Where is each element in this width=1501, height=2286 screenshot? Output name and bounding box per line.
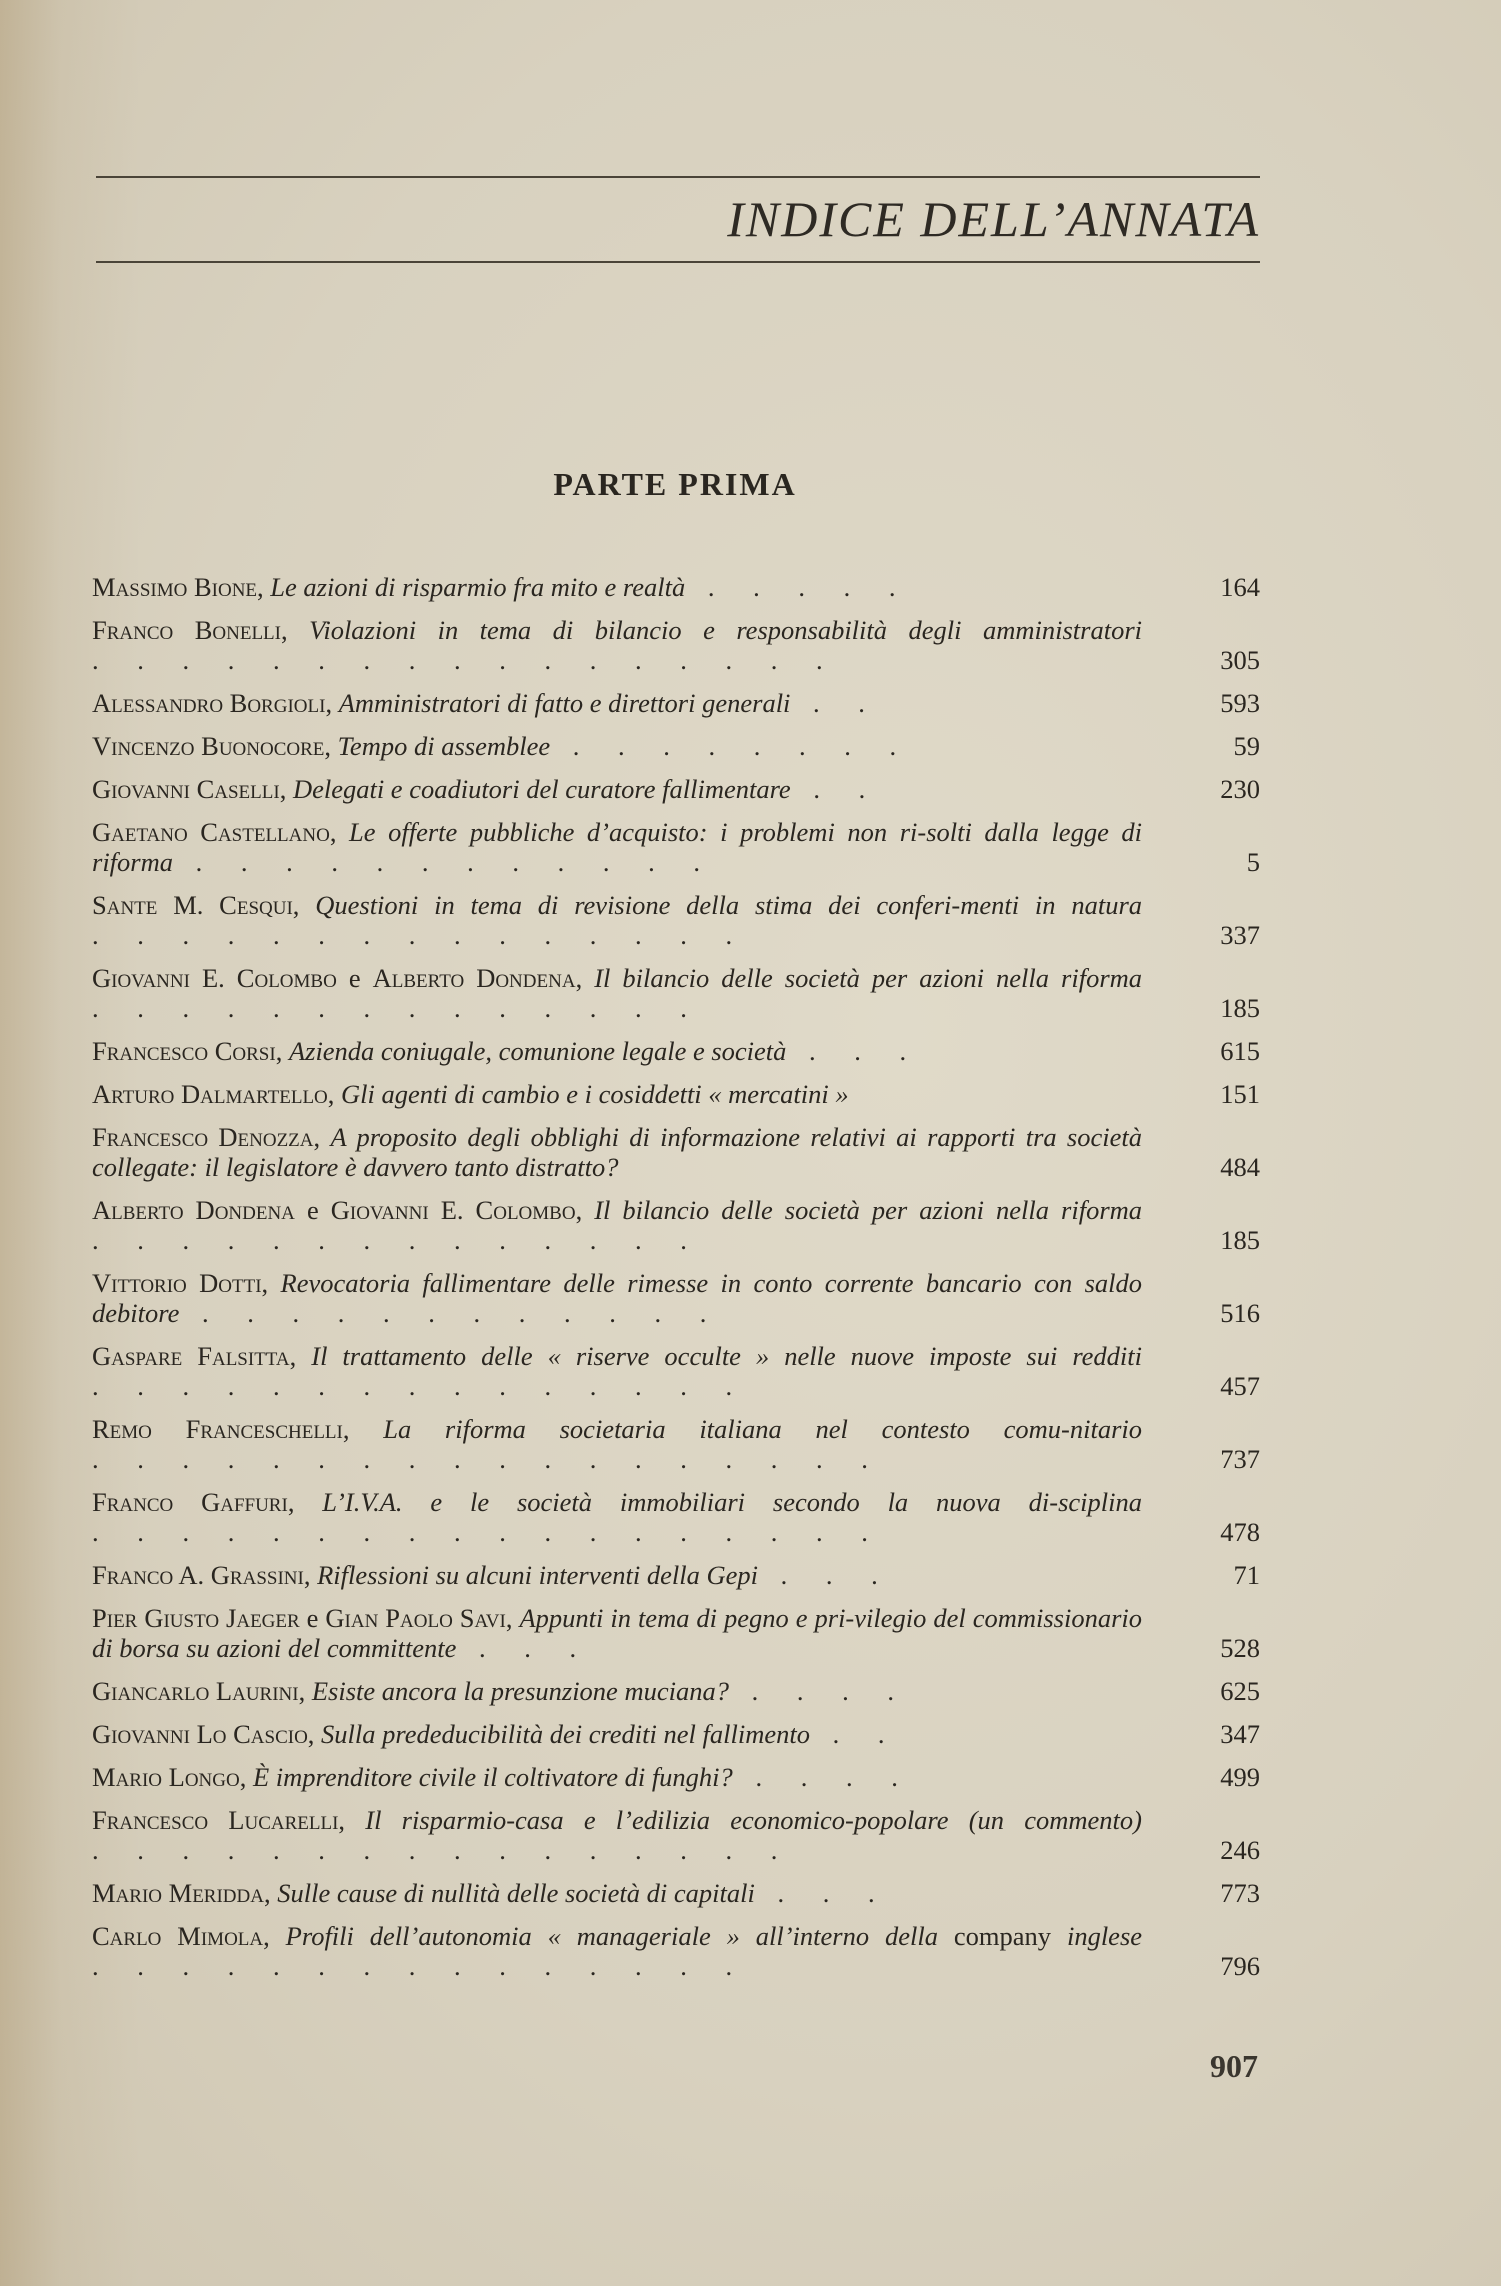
dot-leader: . . . . . . . . [550,731,913,761]
entry-page-number: 305 [1220,645,1260,675]
entry-author: Francesco Corsi [92,1036,276,1066]
entry-author: Gian Paolo Savi [325,1603,506,1633]
entry-page-number: 625 [1220,1676,1260,1706]
entry-title: L’I.V.A. e le società immobiliari secondo la nuova di-sciplina [322,1487,1142,1517]
index-entries [92,572,1260,1994]
dot-leader: . . . . . [685,572,912,602]
entry-title: Appunti in tema di pegno e pri-vilegio del commissionario di borsa su azioni del committente [92,1603,1143,1663]
entry-title: Azienda coniugale, comunione legale e società [288,1036,787,1066]
header-bottom-rule [96,261,1260,263]
entry-author: Giovanni Lo Cascio [92,1719,308,1749]
dot-leader: . . . . . . . . . . . . . . . . . . [92,1444,884,1474]
dot-leader: . . . . . . . . . . . . . . . . . . [92,1517,884,1547]
entry-page-number: 337 [1220,920,1260,950]
entry-text: Francesco Lucarelli, Il risparmio-casa e l’edilizia economico-popolare (un commento) . . . . . . . . . . . . . . . . [92,1805,1142,1865]
entry-text: Giovanni Caselli, Delegati e coadiutori del curatore fallimentare . . [92,774,882,804]
entry-page-number: 484 [1220,1152,1260,1182]
dot-leader: . . . . . . . . . . . . . . [92,993,703,1023]
entry-title: A proposito degli obblighi di informazione relativi ai rapporti tra società collegate: il legislatore è davvero tanto distratto? [92,1122,1142,1182]
entry-page-number: 5 [1246,847,1260,877]
dot-leader: . . . [786,1036,923,1066]
entry-page-number: 59 [1233,731,1260,761]
entry-page-number: 230 [1220,774,1260,804]
section-heading: PARTE PRIMA [553,466,797,502]
dot-leader: . . . . . . . . . . . . . . [92,1225,703,1255]
dot-leader: . . . [754,1878,891,1908]
entry-text: Arturo Dalmartello, Gli agenti di cambio e i cosiddetti « mercatini » [92,1079,849,1109]
entry-text: Francesco Corsi, Azienda coniugale, comunione legale e società . . . [92,1036,923,1066]
dot-leader: . . . . [728,1676,910,1706]
index-entry [92,1603,1260,1663]
entry-text: Pier Giusto Jaeger e Gian Paolo Savi, Appunti in tema di pegno e pri-vilegio del commissionario di borsa su azioni del committente . . . [92,1603,1143,1663]
entry-text: Alberto Dondena e Giovanni E. Colombo, Il bilancio delle società per azioni nella riforma . . . . . . . . . . . . . . [92,1195,1143,1255]
entry-author: Gaspare Falsitta [92,1341,290,1371]
entry-text: Vittorio Dotti, Revocatoria fallimentare delle rimesse in conto corrente bancario con saldo debitore . . . . . . . . . . . . [92,1268,1142,1328]
entry-page-number: 528 [1220,1633,1260,1663]
entry-text: Giancarlo Laurini, Esiste ancora la presunzione muciana? . . . . [92,1676,910,1706]
index-entry [92,1719,1260,1749]
page-title: INDICE DELL’ANNATA [727,191,1260,247]
header-top-rule [96,176,1260,178]
entry-author: Alessandro Borgioli [92,688,326,718]
dot-leader: . . . . . . . . . . . . [173,847,716,877]
entry-title-plain: company [953,1921,1052,1951]
entry-text: Gaetano Castellano, Le offerte pubbliche d’acquisto: i problemi non ri-solti dalla legge di riforma . . . . . . . . . . . . [92,817,1143,877]
dot-leader: . . . [757,1560,894,1590]
entry-title: È imprenditore civile il coltivatore di funghi? [252,1762,733,1792]
entry-title: Riflessioni su alcuni interventi della Gepi [317,1560,758,1590]
entry-author: Francesco Denozza [92,1122,314,1152]
entry-title: Violazioni in tema di bilancio e responsabilità degli amministratori [309,615,1142,645]
entry-text: Franco Gaffuri, L’I.V.A. e le società immobiliari secondo la nuova di-sciplina . . . . . . . . . . . . . . . . . . [92,1487,1142,1547]
entry-text: Giovanni Lo Cascio, Sulla prededucibilità dei crediti nel fallimento . . [92,1719,901,1749]
entry-author: Vittorio Dotti [92,1268,262,1298]
entry-author: Sante M. Cesqui [92,890,293,920]
entry-title: La riforma societaria italiana nel contesto comu-nitario [383,1414,1142,1444]
entry-author: Alberto Dondena [92,1195,295,1225]
entry-page-number: 737 [1220,1444,1260,1474]
author-conjunction: e [306,1195,319,1225]
entry-page-number: 185 [1220,1225,1260,1255]
entry-title: Revocatoria fallimentare delle rimesse in conto corrente bancario con saldo debitore [92,1268,1142,1328]
entry-text: Giovanni E. Colombo e Alberto Dondena, Il bilancio delle società per azioni nella riforma . . . . . . . . . . . . . . [92,963,1143,1023]
entry-title: Le azioni di risparmio fra mito e realtà [270,572,686,602]
page-folio-number: 907 [1210,2048,1258,2084]
entry-title: Gli agenti di cambio e i cosiddetti « mercatini » [341,1079,849,1109]
dot-leader: . . . . [732,1762,914,1792]
index-entry [92,817,1260,877]
entry-author: Alberto Dondena [372,963,576,993]
entry-title: Sulle cause di nullità delle società di capitali [277,1878,755,1908]
dot-leader: . . . . . . . . . . . . . . . . [92,1835,794,1865]
entry-title: Profili dell’autonomia « manageriale » all’interno della [285,1921,938,1951]
entry-text: Mario Meridda, Sulle cause di nullità delle società di capitali . . . [92,1878,891,1908]
entry-title: Il trattamento delle « riserve occulte » nelle nuove imposte sui redditi [311,1341,1142,1371]
entry-text: Remo Franceschelli, La riforma societaria italiana nel contesto comu-nitario . . . . . . . . . . . . . . . . . . [92,1414,1142,1474]
index-entry [92,1878,1260,1908]
author-conjunction: e [348,963,361,993]
index-entry [92,1268,1260,1328]
dot-leader: . . . . . . . . . . . . [179,1298,723,1328]
entry-text: Carlo Mimola, Profili dell’autonomia « manageriale » all’interno della company inglese . . . . . . . . . . . . . . . [92,1921,1143,1981]
index-entry [92,731,1260,761]
entry-page-number: 347 [1220,1719,1260,1749]
entry-page-number: 773 [1220,1878,1260,1908]
entry-title: Tempo di assemblee [337,731,551,761]
entry-page-number: 615 [1220,1036,1260,1066]
entry-author: Giancarlo Laurini [92,1676,299,1706]
entry-title: Delegati e coadiutori del curatore fallimentare [292,774,791,804]
index-entry [92,890,1260,950]
entry-author: Pier Giusto Jaeger [92,1603,300,1633]
dot-leader: . . [790,688,881,718]
entry-author: Giovanni E. Colombo [330,1195,576,1225]
entry-text: Sante M. Cesqui, Questioni in tema di revisione della stima dei conferi-menti in natura . . . . . . . . . . . . . . . [92,890,1143,950]
entry-author: Francesco Lucarelli [92,1805,339,1835]
dot-leader: . . [809,1719,901,1749]
entry-title-tail: inglese [1066,1921,1143,1951]
entry-text: Alessandro Borgioli, Amministratori di fatto e direttori generali . . [92,688,881,718]
index-entry [92,1676,1260,1706]
entry-author: Giovanni E. Colombo [92,963,337,993]
index-entry [92,1560,1260,1590]
entry-page-number: 478 [1220,1517,1260,1547]
entry-title: Le offerte pubbliche d’acquisto: i problemi non ri-solti dalla legge di riforma [92,817,1143,877]
entry-text: Franco A. Grassini, Riflessioni su alcuni interventi della Gepi . . . [92,1560,894,1590]
entry-author: Franco Gaffuri [92,1487,288,1517]
index-entry [92,1414,1260,1474]
dot-leader: . . . . . . . . . . . . . . . [92,1951,749,1981]
index-entry [92,1487,1260,1547]
index-entry [92,688,1260,718]
dot-leader: . . [790,774,882,804]
entry-page-number: 71 [1233,1560,1260,1590]
entry-author: Remo Franceschelli [92,1414,343,1444]
entry-title: Esiste ancora la presunzione muciana? [311,1676,729,1706]
index-entry [92,572,1260,602]
index-entry [92,1341,1260,1401]
index-entry [92,1036,1260,1066]
entry-author: Franco A. Grassini [92,1560,304,1590]
entry-title: Il bilancio delle società per azioni nella riforma [594,963,1143,993]
index-entry [92,1079,1260,1109]
index-entry [92,1195,1260,1255]
author-conjunction: e [306,1603,319,1633]
entry-author: Mario Longo [92,1762,240,1792]
entry-author: Giovanni Caselli [92,774,280,804]
index-entry [92,1921,1260,1981]
entry-author: Arturo Dalmartello [92,1079,328,1109]
entry-text: Vincenzo Buonocore, Tempo di assemblee . . . . . . . . [92,731,913,761]
entry-author: Carlo Mimola [92,1921,264,1951]
entry-author: Gaetano Castellano [92,817,330,847]
index-entry [92,963,1260,1023]
entry-title: Il risparmio-casa e l’edilizia economico-popolare (un commento) [365,1805,1142,1835]
entry-text: Gaspare Falsitta, Il trattamento delle « riserve occulte » nelle nuove imposte sui redditi . . . . . . . . . . . . . . . [92,1341,1142,1401]
index-entry [92,1762,1260,1792]
entry-page-number: 457 [1220,1371,1260,1401]
entry-page-number: 151 [1220,1079,1260,1109]
entry-title: Amministratori di fatto e direttori generali [338,688,791,718]
entry-page-number: 499 [1220,1762,1260,1792]
entry-page-number: 796 [1220,1951,1260,1981]
index-entry [92,1122,1260,1182]
index-entry [92,774,1260,804]
entry-page-number: 516 [1220,1298,1260,1328]
entry-title: Sulla prededucibilità dei crediti nel fallimento [321,1719,810,1749]
dot-leader: . . . . . . . . . . . . . . . [92,920,749,950]
entry-page-number: 246 [1220,1835,1260,1865]
entry-text: Mario Longo, È imprenditore civile il coltivatore di funghi? . . . . [92,1762,914,1792]
dot-leader: . . . . . . . . . . . . . . . [92,1371,749,1401]
dot-leader: . . . . . . . . . . . . . . . . . [92,645,839,675]
entry-title: Il bilancio delle società per azioni nella riforma [594,1195,1143,1225]
entry-text: Francesco Denozza, A proposito degli obblighi di informazione relativi ai rapporti tra società collegate: il legislatore è davvero tanto distratto? [92,1122,1142,1182]
entry-page-number: 164 [1220,572,1260,602]
index-entry [92,1805,1260,1865]
entry-author: Mario Meridda [92,1878,264,1908]
entry-author: Franco Bonelli [92,615,281,645]
entry-page-number: 593 [1220,688,1260,718]
dot-leader: . . . [456,1633,593,1663]
entry-author: Vincenzo Buonocore [92,731,325,761]
entry-text: Massimo Bione, Le azioni di risparmio fra mito e realtà . . . . . [92,572,912,602]
entry-page-number: 185 [1220,993,1260,1023]
entry-text: Franco Bonelli, Violazioni in tema di bilancio e responsabilità degli amministratori . . . . . . . . . . . . . . . . . [92,615,1142,675]
index-entry [92,615,1260,675]
entry-title: Questioni in tema di revisione della stima dei conferi-menti in natura [315,890,1143,920]
entry-author: Massimo Bione [92,572,258,602]
